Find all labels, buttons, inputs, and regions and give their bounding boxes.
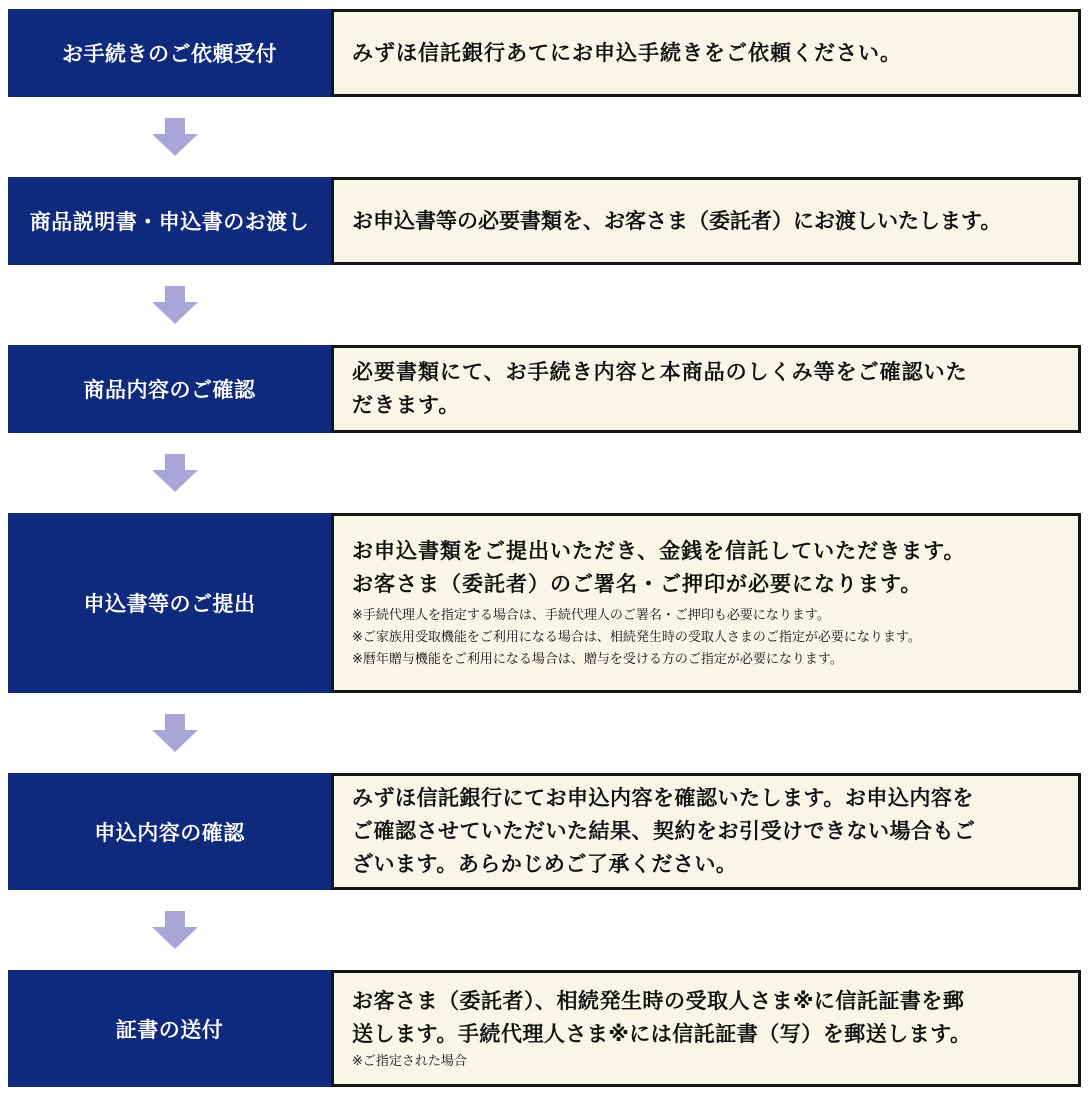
step-description <box>331 513 1081 693</box>
step-label: お手続きのご依頼受付 <box>8 9 331 97</box>
step-note: ※ご指定された場合 <box>352 1053 467 1069</box>
step-3 <box>8 345 1081 433</box>
step-note: ※ご家族用受取機能をご利用になる場合は、相続発生時の受取人さまのご指定が必要になります。 <box>352 630 921 645</box>
down-arrow-icon <box>152 286 198 324</box>
step-text: お客さま（委託者）、相続発生時の受取人さま※に信託証書を郵 送します。手続代理人さま※には信託証書（写）を郵送します。 <box>352 988 972 1046</box>
step-text: みずほ信託銀行あてにお申込手続きをご依頼ください。 <box>352 40 902 65</box>
step-description <box>331 773 1081 890</box>
down-arrow-icon <box>152 714 198 752</box>
step-description <box>331 345 1081 433</box>
step-text: 必要書類にて、お手続き内容と本商品のしくみ等をご確認いた だきます。 <box>352 360 968 417</box>
step-notes <box>352 605 1062 671</box>
step-description <box>331 9 1081 97</box>
step-label: 商品説明書・申込書のお渡し <box>8 177 331 265</box>
step-note: ※手続代理人を指定する場合は、手続代理人のご署名・ご押印も必要になります。 <box>352 608 830 623</box>
step-notes <box>352 1051 1062 1073</box>
step-note: ※暦年贈与機能をご利用になる場合は、贈与を受ける方のご指定が必要になります。 <box>352 652 843 667</box>
step-text: お申込書等の必要書類を、お客さま（委託者）にお渡しいたします。 <box>352 208 1002 233</box>
step-text: みずほ信託銀行にてお申込内容を確認いたします。お申込内容を ご確認させていただいた結果、契約をお引受けできない場合もご ざいます。あらかじめご了承ください。 <box>352 786 976 876</box>
step-label: 商品内容のご確認 <box>8 345 331 433</box>
down-arrow-icon <box>152 118 198 156</box>
step-label: 証書の送付 <box>8 970 331 1087</box>
step-description <box>331 970 1081 1087</box>
down-arrow-icon <box>152 454 198 492</box>
step-5 <box>8 773 1081 890</box>
step-label: 申込書等のご提出 <box>8 513 331 693</box>
step-1 <box>8 9 1081 97</box>
step-label: 申込内容の確認 <box>8 773 331 890</box>
step-4 <box>8 513 1081 693</box>
down-arrow-icon <box>152 911 198 949</box>
step-text: お申込書類をご提出いただき、金銭を信託していただきます。 お客さま（委託者）のご署名・ご押印が必要になります。 <box>352 539 966 596</box>
step-6 <box>8 970 1081 1087</box>
step-2 <box>8 177 1081 265</box>
step-description <box>331 177 1081 265</box>
